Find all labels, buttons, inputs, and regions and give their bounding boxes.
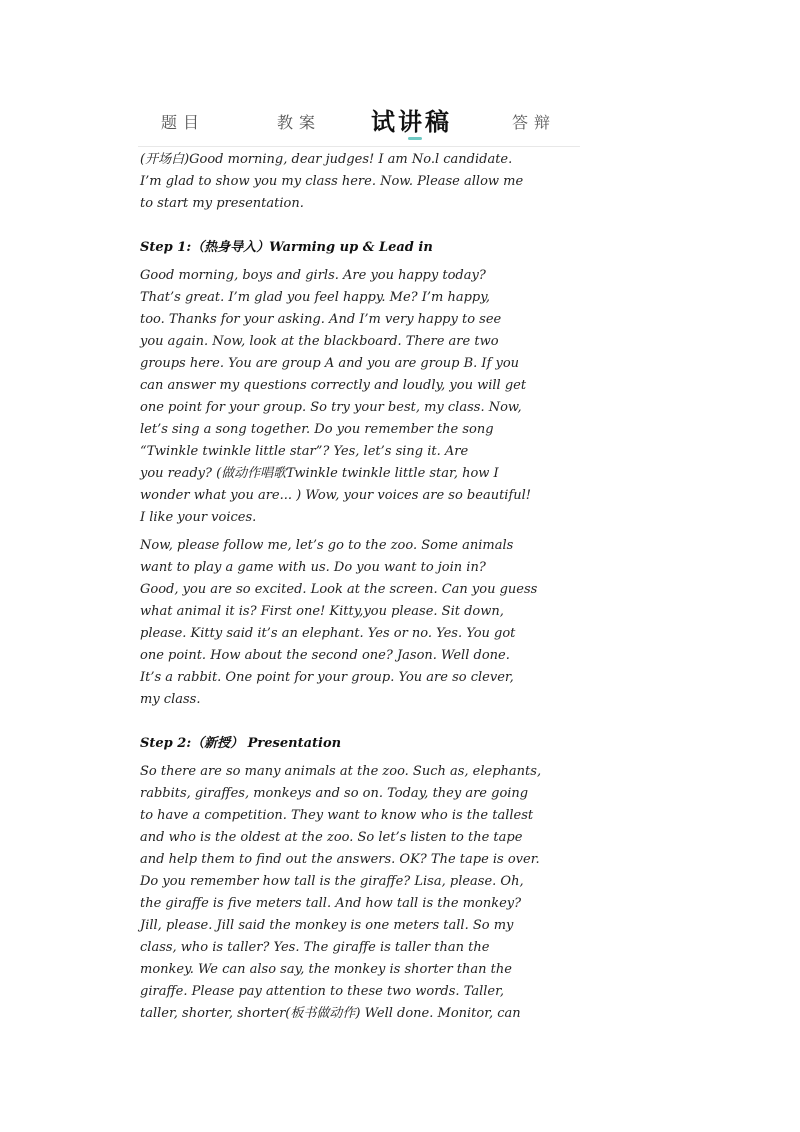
step1-heading: Step 1:（热身导入）Warming up & Lead in	[140, 240, 433, 255]
tab-defense[interactable]: 答辩	[512, 113, 557, 132]
step2-heading: Step 2:（新授） Presentation	[140, 736, 342, 751]
active-tab-indicator	[408, 137, 422, 140]
tab-topic[interactable]: 题目	[161, 113, 206, 132]
step1-paragraph-2: Now, please follow me, let’s go to the zoo. Some animals want to play a game with us. Do you want to join in? Good, you are so excited. Look at the screen. Can you guess what animal it is? First one! Kitty,you please. Sit down, please. Kitty said it’s an elephant. Yes or no. Yes. You got one point. How about the second one? Jason. Well done. It’s a rabbit. One point for your group. You are so clever, my class.	[140, 538, 538, 707]
tab-divider	[138, 146, 580, 147]
tab-trial-lecture[interactable]: 试讲稿	[371, 108, 452, 136]
opening-paragraph: (开场白)Good morning, dear judges! I am No.l candidate. I’m glad to show you my class here. Now. Please allow me to start my presentation.	[140, 152, 524, 211]
step2-paragraph-1: So there are so many animals at the zoo. Such as, elephants, rabbits, giraffes, monkeys and so on. Today, they are going to have a competition. They want to know who is the tallest and who is the oldest at the zoo. So let’s listen to the tape and help them to find out the answers. OK? The tape is over. Do you remember how tall is the giraffe? Lisa, please. Oh, the giraffe is five meters tall. And how tall is the monkey? Jill, please. Jill said the monkey is one meters tall. So my class, who is taller? Yes. The giraffe is taller than the monkey. We can also say, the monkey is shorter than the giraffe. Please pay attention to these two words. Taller, taller, shorter, shorter(板书做动作) Well done. Monitor, can	[140, 764, 542, 1021]
step1-paragraph-1: Good morning, boys and girls. Are you happy today? That’s great. I’m glad you feel happy. Me? I’m happy, too. Thanks for your asking. And I’m very happy to see you again. Now, look at the blackboard. There are two groups here. You are group A and you are group B. If you can answer my questions correctly and loudly, you will get one point for your group. So try your best, my class. Now, let’s sing a song together. Do you remember the song “Twinkle twinkle little star”? Yes, let’s sing it. Are you ready? (做动作唱歌Twinkle twinkle little star, how I wonder what you are... ) Wow, your voices are so beautiful! I like your voices.	[140, 268, 532, 525]
lecture-script	[140, 149, 580, 1025]
tab-lesson-plan[interactable]: 教案	[277, 113, 322, 132]
tab-bar	[138, 100, 580, 142]
